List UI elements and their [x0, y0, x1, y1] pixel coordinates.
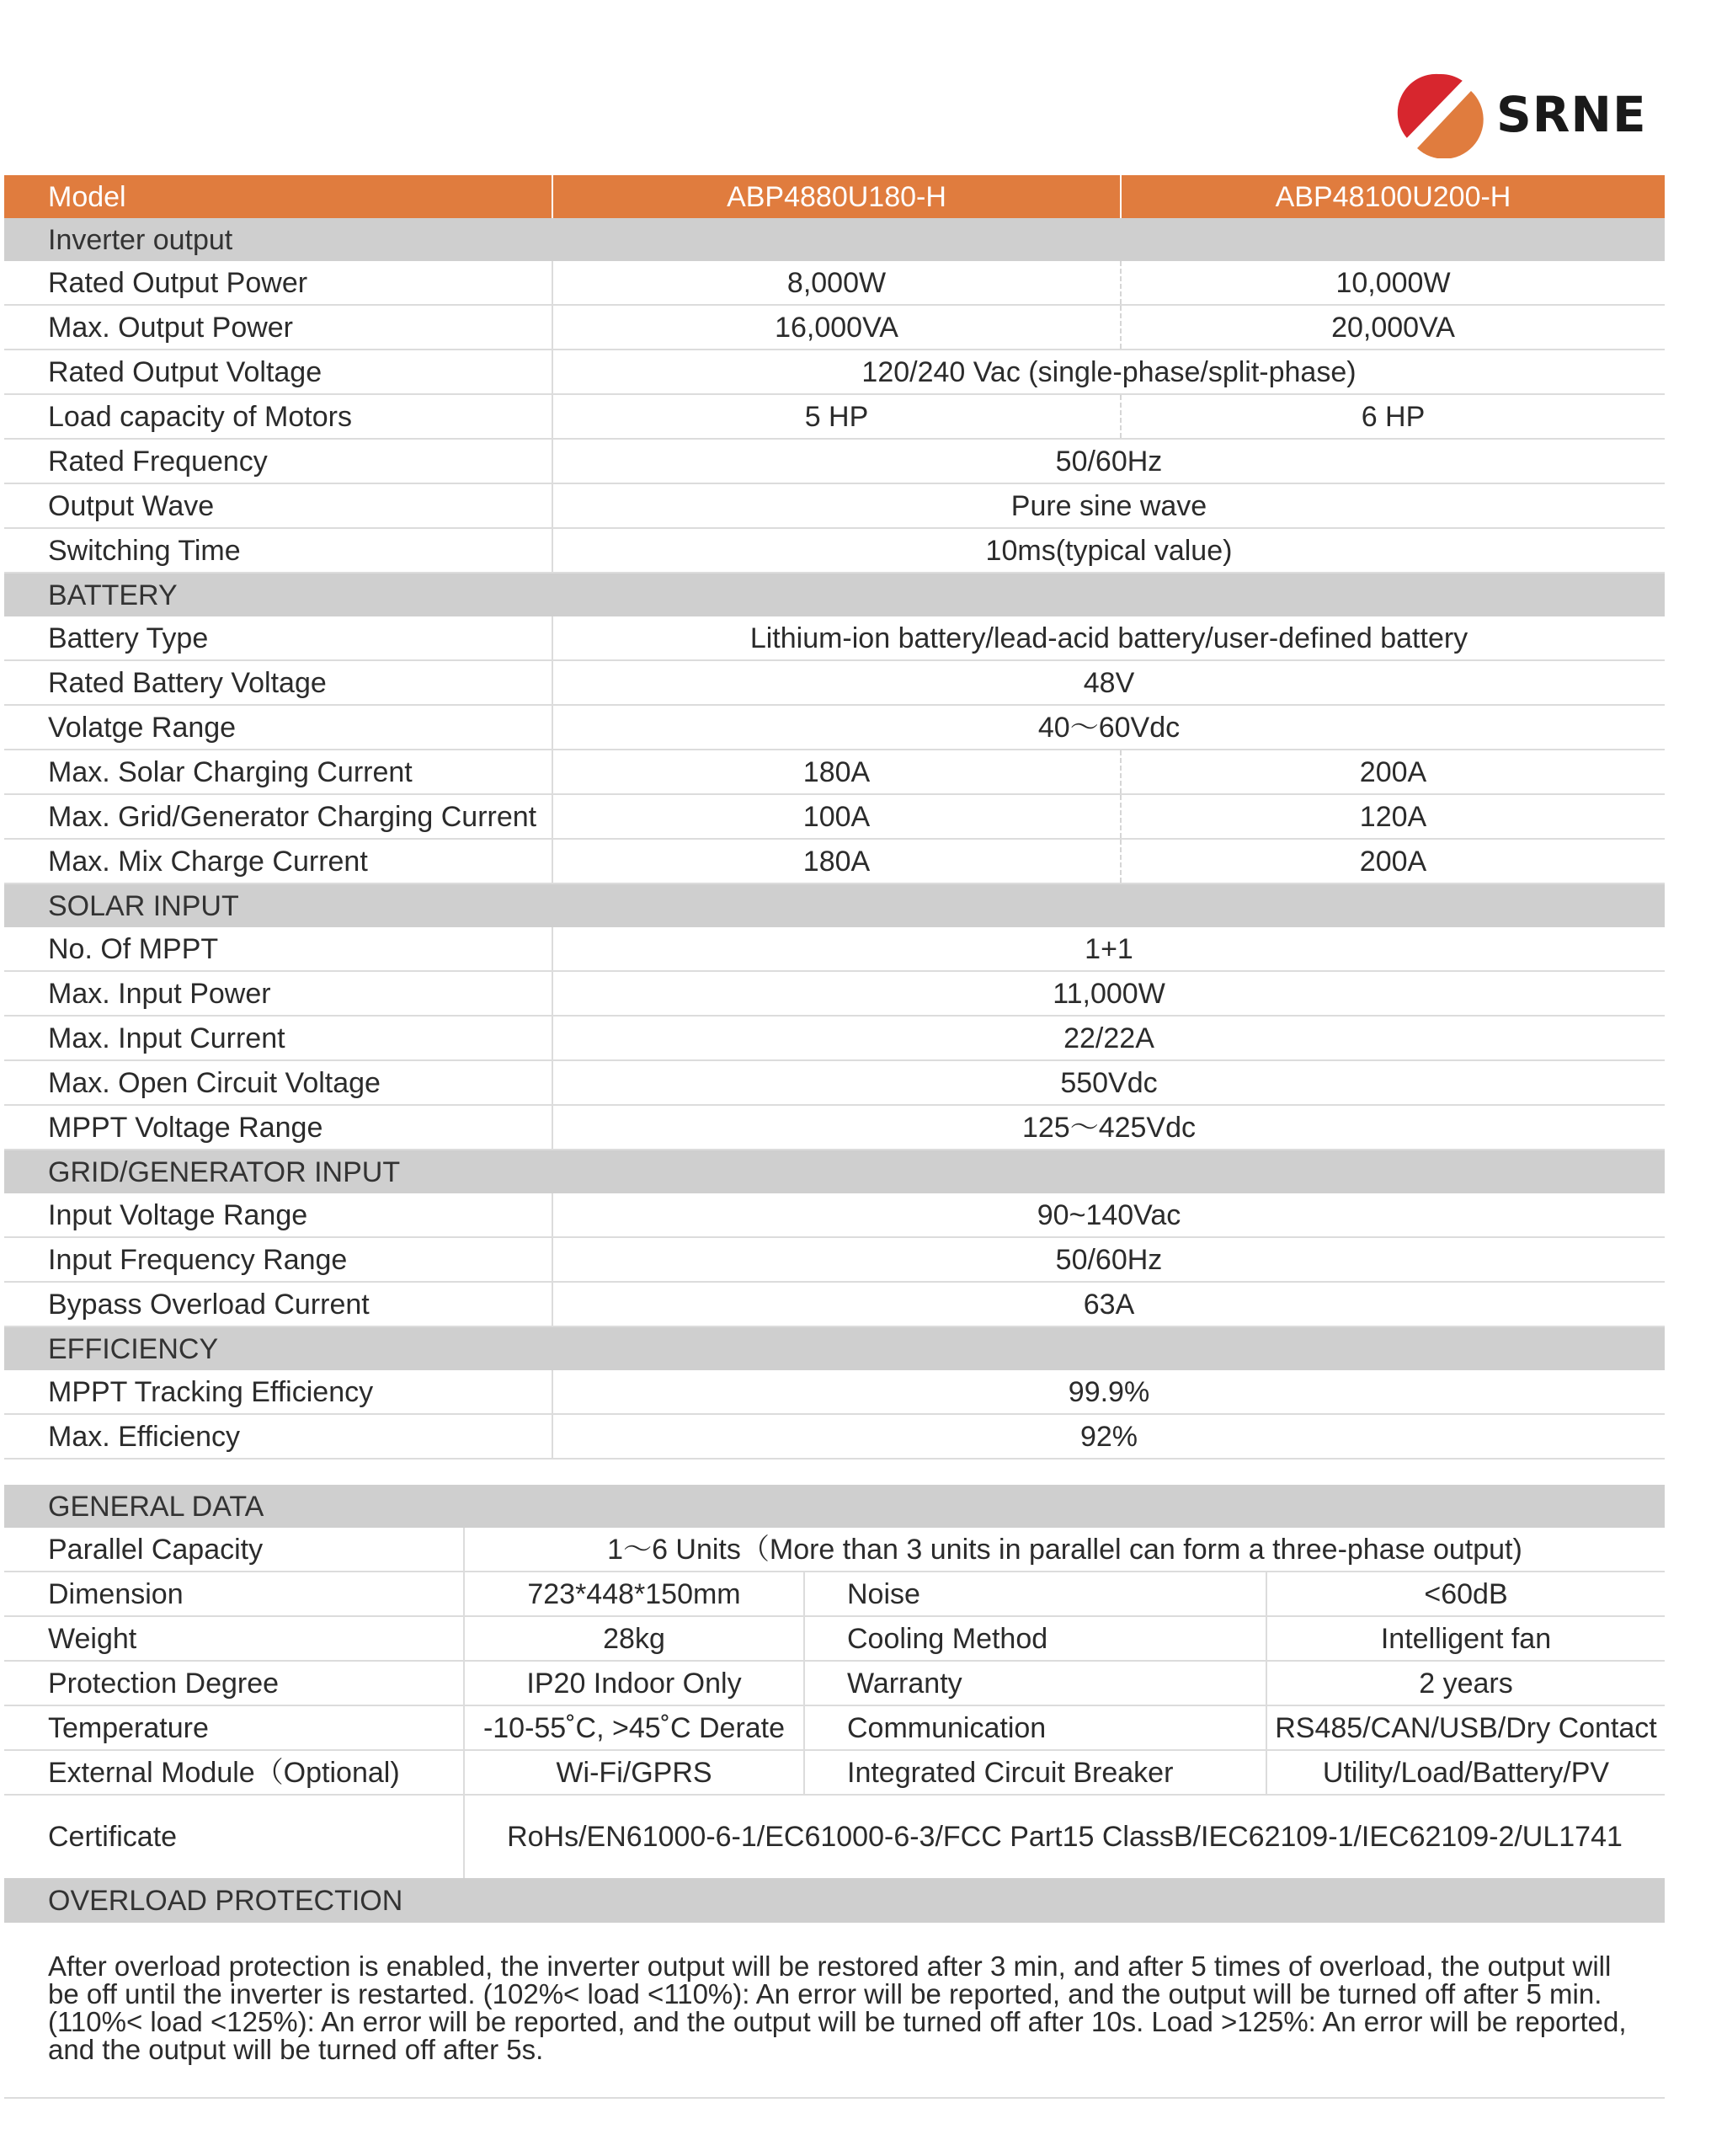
spec-value: Lithium-ion battery/lead-acid battery/user-defined battery	[552, 616, 1665, 660]
spec-value: Pure sine wave	[552, 483, 1665, 528]
table-row	[4, 1750, 1665, 1795]
spec-value: IP20 Indoor Only	[464, 1661, 804, 1705]
spec-value: 11,000W	[552, 971, 1665, 1016]
spec-value: RS485/CAN/USB/Dry Contact	[1266, 1705, 1665, 1750]
section-header-general	[4, 1485, 1665, 1528]
spec-label: Warranty	[804, 1661, 1266, 1705]
bottom-divider	[4, 2097, 1665, 2099]
spec-value: 90~140Vac	[552, 1193, 1665, 1237]
spec-value-model-a: 5 HP	[552, 394, 1121, 439]
spec-label: Max. Input Power	[4, 971, 552, 1016]
spec-value-model-b: 200A	[1121, 839, 1665, 883]
table-row	[4, 1060, 1665, 1105]
spec-value-model-a: 8,000W	[552, 261, 1121, 305]
spec-value: 50/60Hz	[552, 1237, 1665, 1282]
spec-value: 1+1	[552, 927, 1665, 971]
section-header-efficiency	[4, 1326, 1665, 1370]
spec-label: Input Frequency Range	[4, 1237, 552, 1282]
spec-value: 22/22A	[552, 1016, 1665, 1060]
section-header-battery	[4, 573, 1665, 616]
spec-value: 28kg	[464, 1616, 804, 1661]
srne-logo-icon	[1394, 69, 1484, 158]
spec-label: MPPT Voltage Range	[4, 1105, 552, 1150]
spec-label: Cooling Method	[804, 1616, 1266, 1661]
spec-value-model-b: 120A	[1121, 794, 1665, 839]
table-row	[4, 528, 1665, 573]
spec-label: Max. Solar Charging Current	[4, 750, 552, 794]
model-label: Model	[4, 175, 552, 218]
spec-label: Battery Type	[4, 616, 552, 660]
table-row	[4, 839, 1665, 883]
table-row	[4, 1572, 1665, 1616]
table-row	[4, 1370, 1665, 1414]
section-title: GENERAL DATA	[4, 1485, 1665, 1528]
table-row	[4, 750, 1665, 794]
table-row	[4, 660, 1665, 705]
table-row	[4, 305, 1665, 350]
spec-label: Max. Grid/Generator Charging Current	[4, 794, 552, 839]
spec-label: Max. Efficiency	[4, 1414, 552, 1459]
spec-value: 48V	[552, 660, 1665, 705]
model-header-row	[4, 175, 1665, 218]
general-data-table	[4, 1485, 1665, 1923]
spec-label: Bypass Overload Current	[4, 1282, 552, 1326]
table-row	[4, 971, 1665, 1016]
spec-value: -10-55˚C, >45˚C Derate	[464, 1705, 804, 1750]
section-title: EFFICIENCY	[4, 1326, 1665, 1370]
model-name: ABP4880U180-H	[552, 175, 1121, 218]
spec-label: Integrated Circuit Breaker	[804, 1750, 1266, 1795]
table-row	[4, 1705, 1665, 1750]
spec-value: <60dB	[1266, 1572, 1665, 1616]
overload-description: After overload protection is enabled, the inverter output will be restored after 3 min, and after 5 times of overload, the output will be off until the inverter is restarted. (102%< load <110%): An error will be reported, and the output will be turned off after 5 min. (110%< load <125%): An error will be reported, and the output will be turned off after 10s. Load >125%: An error will be reported, and the output will be turned off after 5s.	[48, 1951, 1627, 2065]
spec-label: Noise	[804, 1572, 1266, 1616]
section-header-solar	[4, 883, 1665, 927]
spec-value: 550Vdc	[552, 1060, 1665, 1105]
brand-name: SRNE	[1496, 86, 1647, 143]
table-row	[4, 1414, 1665, 1459]
spec-value: RoHs/EN61000-6-1/EC61000-6-3/FCC Part15 ClassB/IEC62109-1/IEC62109-2/UL1741	[464, 1795, 1665, 1878]
spec-value: 723*448*150mm	[464, 1572, 804, 1616]
section-title: BATTERY	[4, 573, 1665, 616]
model-name: ABP48100U200-H	[1121, 175, 1665, 218]
spec-label: External Module（Optional)	[4, 1750, 464, 1795]
spec-label: Input Voltage Range	[4, 1193, 552, 1237]
spec-value: 99.9%	[552, 1370, 1665, 1414]
section-header-grid	[4, 1150, 1665, 1193]
table-row	[4, 439, 1665, 483]
spec-label: Switching Time	[4, 528, 552, 573]
spec-value-model-b: 200A	[1121, 750, 1665, 794]
spec-value-model-a: 100A	[552, 794, 1121, 839]
spec-label: Max. Open Circuit Voltage	[4, 1060, 552, 1105]
spec-label: Parallel Capacity	[4, 1528, 464, 1572]
spec-table	[4, 175, 1665, 1460]
section-title: Inverter output	[4, 218, 1665, 261]
spec-value-model-b: 10,000W	[1121, 261, 1665, 305]
spec-label: Temperature	[4, 1705, 464, 1750]
table-row	[4, 1016, 1665, 1060]
spec-label: MPPT Tracking Efficiency	[4, 1370, 552, 1414]
spec-label: Volatge Range	[4, 705, 552, 750]
table-row	[4, 1105, 1665, 1150]
spec-label: Max. Output Power	[4, 305, 552, 350]
spec-label: Dimension	[4, 1572, 464, 1616]
spec-value-model-a: 16,000VA	[552, 305, 1121, 350]
section-header-overload	[4, 1878, 1665, 1923]
spec-label: Communication	[804, 1705, 1266, 1750]
spec-value-model-b: 20,000VA	[1121, 305, 1665, 350]
spec-label: Rated Frequency	[4, 439, 552, 483]
spec-label: Certificate	[48, 1821, 178, 1853]
table-row	[4, 1661, 1665, 1705]
spec-value-model-a: 180A	[552, 750, 1121, 794]
spec-value: Utility/Load/Battery/PV	[1266, 1750, 1665, 1795]
spec-value: 63A	[552, 1282, 1665, 1326]
spec-label: Max. Input Current	[4, 1016, 552, 1060]
section-header-inverter	[4, 218, 1665, 261]
section-title: SOLAR INPUT	[4, 883, 1665, 927]
spec-value: 125～425Vdc	[552, 1105, 1665, 1150]
srne-logo	[1394, 69, 1663, 158]
spec-label: Rated Output Voltage	[4, 350, 552, 394]
table-row	[4, 483, 1665, 528]
section-title: GRID/GENERATOR INPUT	[4, 1150, 1665, 1193]
table-row	[4, 1193, 1665, 1237]
spec-label: Rated Battery Voltage	[4, 660, 552, 705]
table-row	[4, 616, 1665, 660]
spec-value: 120/240 Vac (single-phase/split-phase)	[552, 350, 1665, 394]
spec-value-model-b: 6 HP	[1121, 394, 1665, 439]
table-row	[4, 1616, 1665, 1661]
table-row	[4, 394, 1665, 439]
spec-value: 1～6 Units（More than 3 units in parallel can form a three-phase output)	[464, 1528, 1665, 1572]
spec-label: Max. Mix Charge Current	[4, 839, 552, 883]
spec-value: 40～60Vdc	[552, 705, 1665, 750]
spec-value: 50/60Hz	[552, 439, 1665, 483]
table-row	[4, 261, 1665, 305]
table-row	[4, 350, 1665, 394]
spec-value: Intelligent fan	[1266, 1616, 1665, 1661]
table-row	[4, 1282, 1665, 1326]
table-row	[4, 927, 1665, 971]
table-row	[4, 1237, 1665, 1282]
table-row	[4, 705, 1665, 750]
spec-label: Protection Degree	[4, 1661, 464, 1705]
section-title: OVERLOAD PROTECTION	[4, 1878, 1665, 1923]
spec-value: 92%	[552, 1414, 1665, 1459]
spec-value: Wi-Fi/GPRS	[464, 1750, 804, 1795]
spec-value-model-a: 180A	[552, 839, 1121, 883]
spec-value: 10ms(typical value)	[552, 528, 1665, 573]
spec-value: 2 years	[1266, 1661, 1665, 1705]
spec-label: Output Wave	[4, 483, 552, 528]
certificate-row	[4, 1795, 1665, 1878]
table-row	[4, 1528, 1665, 1572]
spec-label: No. Of MPPT	[4, 927, 552, 971]
spec-label: Weight	[4, 1616, 464, 1661]
table-row	[4, 794, 1665, 839]
spec-label: Load capacity of Motors	[4, 394, 552, 439]
spec-label: Rated Output Power	[4, 261, 552, 305]
